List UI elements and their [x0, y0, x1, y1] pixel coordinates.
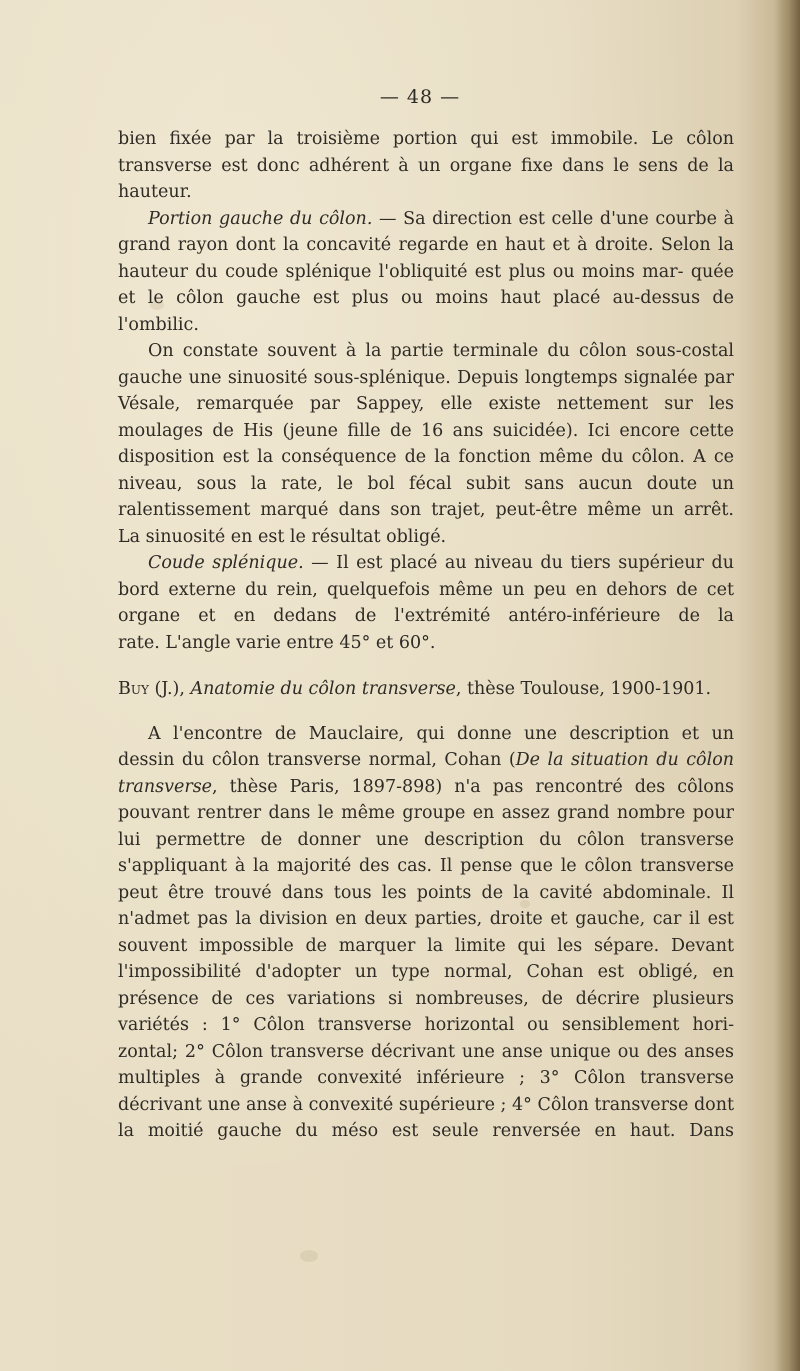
text-line: , thèse Paris, 1897-898) n'a pas rencontré des côlons — [212, 776, 734, 797]
text-line: A l'encontre de Mauclaire, qui donne une description et un — [148, 723, 734, 744]
reference-entry — [118, 676, 734, 703]
paragraph-continuation-end — [118, 179, 734, 206]
paragraph-coude-splenique — [118, 550, 734, 630]
text-line: cet organe et en dedans de l'extrémité antéro-inférieure de la — [118, 579, 734, 626]
text-line: du bord externe du rein, quelquefois même un peu en dehors de — [118, 553, 734, 600]
text-line: — Il est placé au niveau du tiers supérieur — [303, 553, 704, 573]
paragraph-continuation — [118, 126, 734, 179]
text-line: rate. L'angle varie entre 45° et 60°. — [118, 632, 436, 653]
text-line: — Sa direction est celle d'une courbe — [372, 208, 717, 229]
text-line: pouvant rentrer dans le même groupe en assez grand nombre — [118, 803, 686, 823]
text-line: décrivant une anse à convexité supérieure ; 4° Côlon transverse — [118, 1094, 689, 1115]
text-line: dont la moitié gauche du méso est seule renversée en haut. Dans — [118, 1094, 734, 1141]
paper-stain — [300, 1250, 318, 1262]
reference-title: Anatomie du côlon transverse — [190, 679, 456, 699]
text-line: quée et le côlon gauche est plus ou moins haut placé au-dessus de — [118, 261, 734, 308]
subsection-heading: Portion gauche du côlon. — [148, 208, 373, 229]
paragraph-portion-gauche — [118, 206, 734, 312]
paragraph-portion-gauche-end — [118, 312, 734, 339]
reference-author: Buy — [118, 679, 149, 699]
text-line: gauche une sinuosité sous-splénique. Depuis longtemps signalée — [118, 367, 698, 388]
text-line: A ce niveau, sous la rate, le bol fécal subit sans aucun doute un — [118, 447, 734, 494]
body-text — [118, 126, 734, 1145]
text-line: Devant l'impossibilité d'adopter un type normal, Cohan est obligé, — [118, 935, 734, 982]
text-line: anses multiples à grande convexité inférieure ; 3° Côlon transverse — [118, 1041, 734, 1088]
page-edge-shadow — [774, 0, 800, 1371]
subsection-heading: Coude splénique. — [148, 553, 304, 573]
text-line: l'ombilic. — [118, 314, 199, 335]
text-line: variétés : 1° Côlon transverse horizontal ou sensiblement hori- — [118, 1015, 734, 1035]
text-line: à grand rayon dont la concavité regarde en haut et à droite. Selon — [118, 208, 735, 255]
text-line: On constate souvent à la partie terminale du côlon sous-costal — [148, 341, 734, 361]
paragraph-sinuosite-end — [118, 524, 734, 551]
citation-title: De la situation du côlon — [515, 750, 734, 770]
paragraph-mauclaire-cohan — [118, 721, 734, 1145]
text-line: bien fixée par la troisième portion qui est immobile. Le côlon — [118, 129, 734, 149]
text-fragment: , thèse Toulouse, 1900-1901. — [455, 679, 712, 699]
text-line: dessin du côlon transverse normal, Cohan ( — [118, 750, 516, 770]
paragraph-sinuosite — [118, 338, 734, 524]
text-line: peut être trouvé dans tous les points de la cavité abdominale. — [118, 882, 712, 903]
text-line: La sinuosité en est le résultat obligé. — [118, 526, 447, 547]
text-line: zontal; 2° Côlon transverse décrivant une anse unique ou des — [118, 1041, 677, 1062]
text-line: pour lui permettre de donner une description du côlon transverse — [118, 803, 734, 850]
text-line: il est souvent impossible de marquer la limite qui les sépare. — [118, 909, 734, 956]
text-line: s'appliquant à la majorité des cas. Il pense que le côlon transverse — [118, 856, 734, 876]
text-line: hauteur. — [118, 182, 192, 202]
text-line: en présence de ces variations si nombreuses, de décrire plusieurs — [118, 962, 734, 1009]
text-line: transverse est donc adhérent à un organe fixe dans le sens de la — [118, 155, 734, 176]
citation-title: transverse — [118, 776, 213, 797]
text-line: disposition est la conséquence de la fonction même du côlon. — [118, 447, 685, 467]
text-line: par Vésale, remarquée par Sappey, elle existe nettement sur les — [118, 367, 734, 414]
paragraph-coude-splenique-end — [118, 630, 734, 657]
text-line: ralentissement marqué dans son trajet, peut-être même un arrêt. — [118, 500, 734, 520]
text-line: moulages de His (jeune fille de 16 ans suicidée). Ici encore cette — [118, 420, 734, 441]
text-line: la hauteur du coude splénique l'obliquité est plus ou moins mar- — [118, 235, 734, 282]
page-number: — 48 — — [379, 86, 461, 108]
text-fragment: (J.), — [148, 679, 191, 699]
text-line: Il n'admet pas la division en deux parties, droite et gauche, car — [118, 882, 734, 929]
